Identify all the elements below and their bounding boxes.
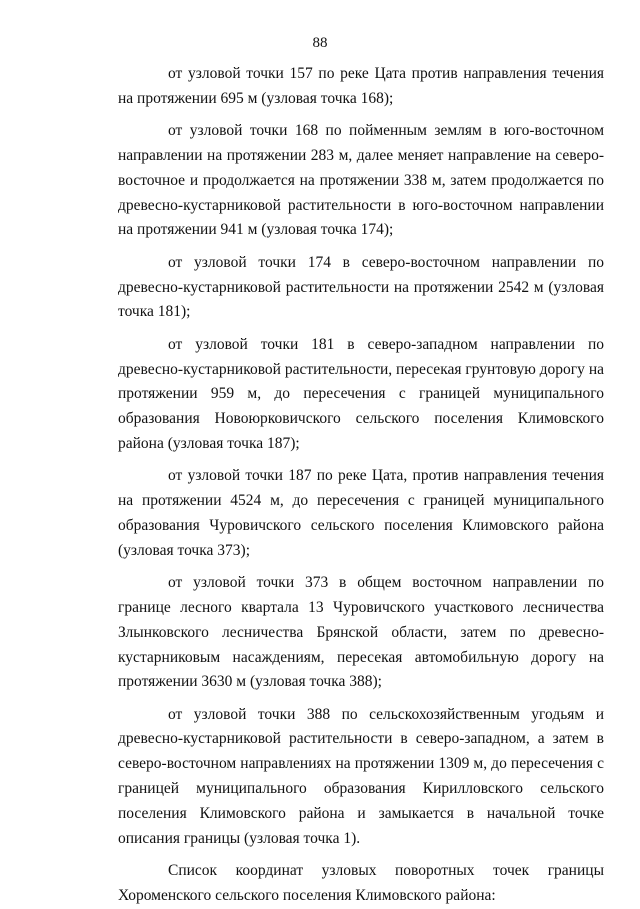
boundary-segment-373-388: от узловой точки 373 в общем восточном направлении по границе лесного квартала 13 Чуровичского участкового лесничества Злынковского лесничества Брянской области, затем по древесно-кустарниковым насаждениям, пересекая автомобильную дорогу на протяжении 3630 м (узловая точка 388);	[118, 574, 604, 691]
boundary-segment-187-373: от узловой точки 187 по реке Цата, против направления течения на протяжении 4524 м, до пересечения с границей муниципального образования Чуровичского сельского поселения Климовского района (узловая точка 373);	[118, 467, 604, 559]
document-body	[118, 62, 604, 909]
boundary-segment-157-168: от узловой точки 157 по реке Цата против направления течения на протяжении 695 м (узловая точка 168);	[118, 65, 604, 107]
page-number: 88	[312, 35, 328, 51]
boundary-segment-181-187: от узловой точки 181 в северо-западном направлении по древесно-кустарниковой растительности, пересекая грунтовую дорогу на протяжении 959 м, до пересечения с границей муниципального образования Новоюрковичского сельского поселения Климовского района (узловая точка 187);	[118, 335, 604, 452]
boundary-segment-168-174: от узловой точки 168 по пойменным землям в юго-восточном направлении на протяжении 283 м, далее меняет направление на северо-восточное и продолжается на протяжении 338 м, затем продолжается по древесно-кустарниковой растительности в юго-восточном направлении на протяжении 941 м (узловая точка 174);	[118, 122, 604, 239]
boundary-segment-174-181: от узловой точки 174 в северо-восточном направлении по древесно-кустарниковой растительности на протяжении 2542 м (узловая точка 181);	[118, 253, 604, 321]
coordinates-list-intro: Список координат узловых поворотных точек границы Хороменского сельского поселения Климовского района:	[118, 862, 604, 904]
boundary-segment-388-1: от узловой точки 388 по сельскохозяйственным угодьям и древесно-кустарниковой растительности в северо-западном, а затем в северо-восточном направлениях на протяжении 1309 м, до пересечения с границей муниципального образования Кирилловского сельского поселения Климовского района и замыкается в начальной точке описания границы (узловая точка 1).	[118, 705, 604, 847]
